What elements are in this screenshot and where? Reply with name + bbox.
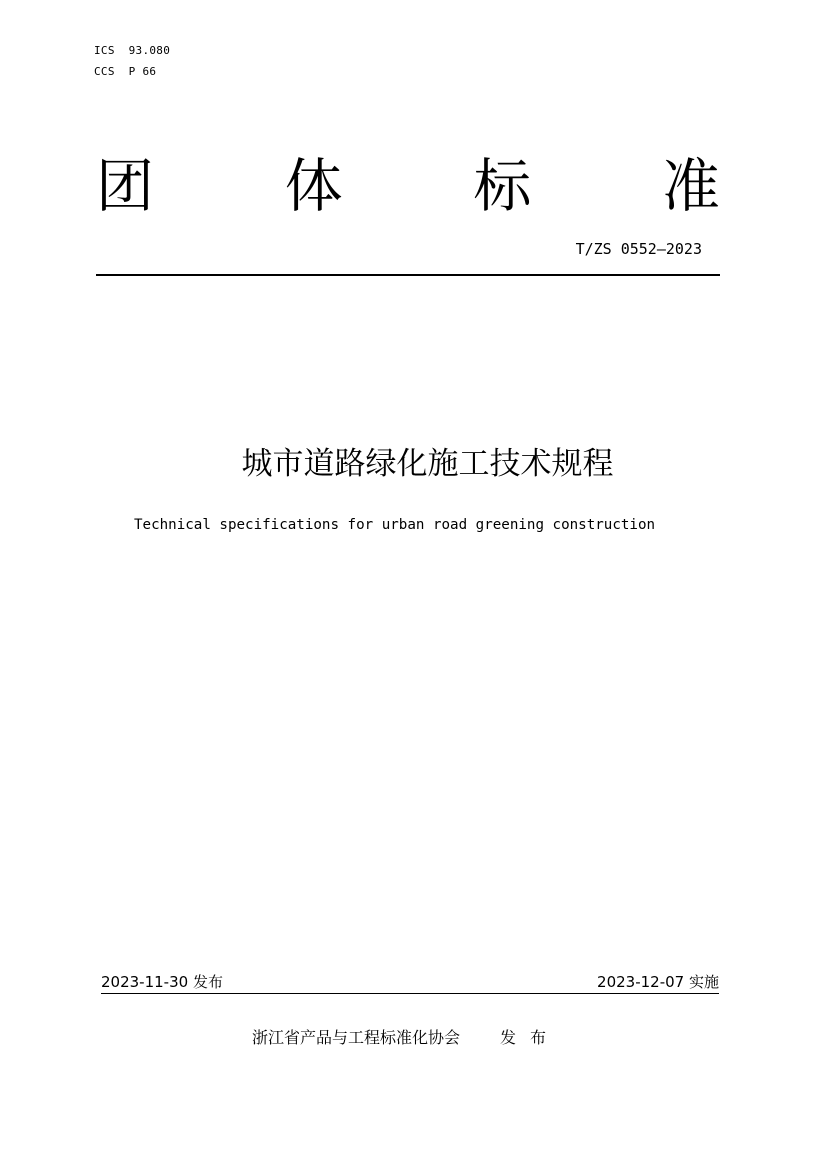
standard-type-heading [96,150,720,222]
standard-type-char-4: 准 [661,152,720,220]
ccs-code: CCS P 66 [94,65,157,78]
footer-divider [101,993,719,994]
standard-type-char-1: 团 [96,152,155,220]
issue-date: 2023-11-30 发布 [101,973,223,991]
date-row [101,971,719,993]
publisher-name: 浙江省产品与工程标准化协会 [252,1028,461,1047]
publisher-line [252,1026,560,1050]
ics-code: ICS 93.080 [94,44,171,57]
standard-number: T/ZS 0552—2023 [575,240,702,258]
classification-codes [94,40,170,82]
header-divider [96,274,720,276]
implementation-date: 2023-12-07 实施 [597,973,719,991]
document-title-english: Technical specifications for urban road greening construction [134,517,656,533]
document-title-chinese: 城市道路绿化施工技术规程 [241,446,614,482]
standard-type-char-3: 标 [473,152,532,220]
standard-type-char-2: 体 [284,152,343,220]
publisher-suffix: 发布 [500,1028,561,1047]
